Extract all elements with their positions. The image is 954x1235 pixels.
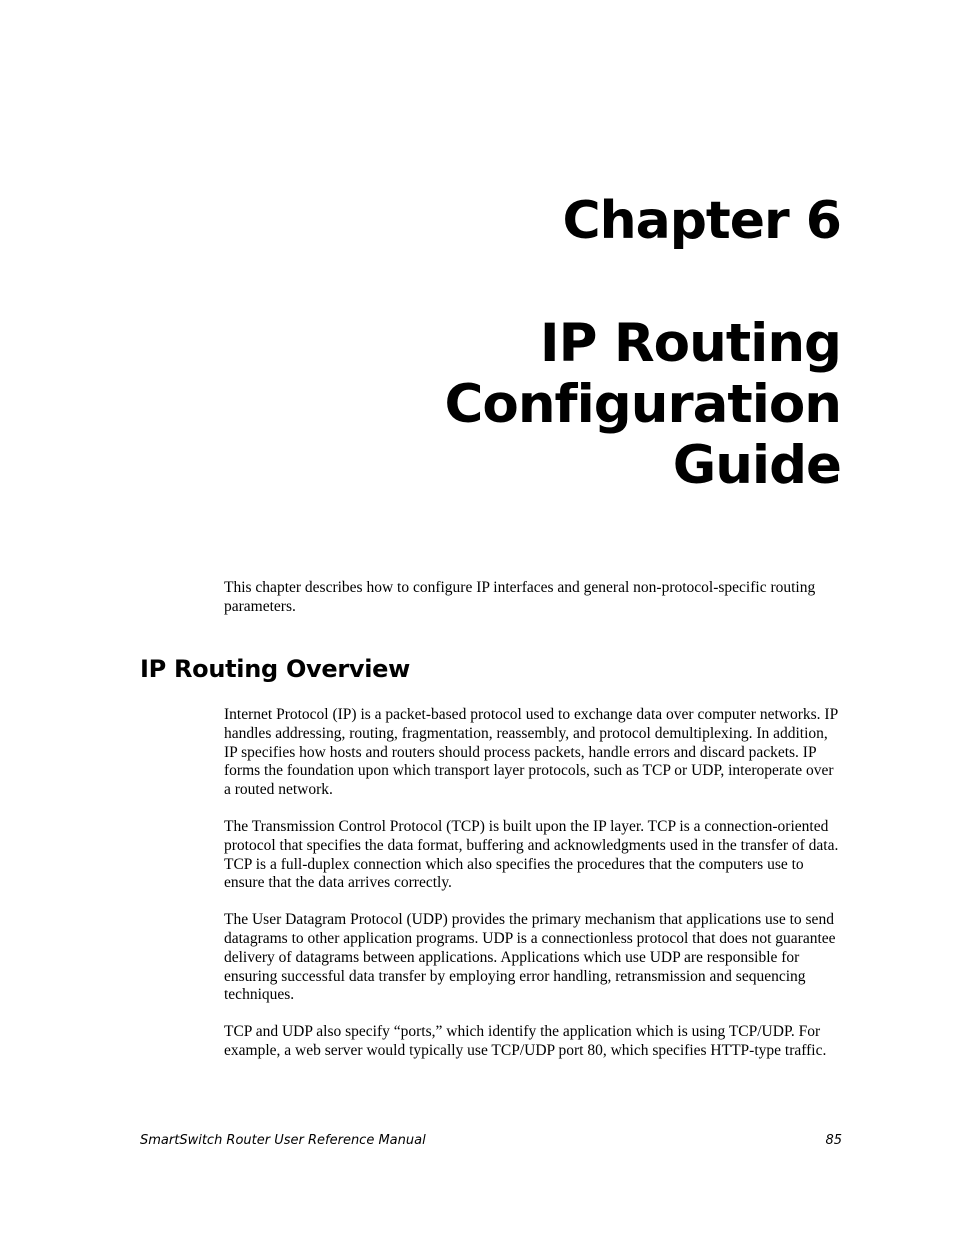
body-paragraph: The User Datagram Protocol (UDP) provides the primary mechanism that applications use to send datagrams to other application programs. UDP is a connectionless protocol that does not guarantee delivery of datagrams between applications. Applications which use UDP are responsible for ensuring successful data transfer by employing error handling, retransmission and sequencing techniques.	[224, 911, 836, 1004]
footer-manual-title: SmartSwitch Router User Reference Manual	[140, 1133, 426, 1148]
body-paragraph: Internet Protocol (IP) is a packet-based protocol used to exchange data over computer networks. IP handles addressing, routing, fragmentation, reassembly, and protocol demultiplexing. In addition, IP specifies how hosts and routers should process packets, handle errors and discard packets. IP forms the foundation upon which transport layer protocols, such as TCP or UDP, interoperate over a routed network.	[224, 706, 838, 799]
chapter-intro-paragraph: This chapter describes how to configure IP interfaces and general non-protocol-specific routing parameters.	[224, 579, 816, 615]
footer-page-number: 85	[825, 1133, 842, 1148]
chapter-title-line: Guide	[672, 435, 841, 496]
chapter-title	[445, 313, 841, 496]
section-heading: IP Routing Overview	[140, 655, 411, 683]
section-body	[224, 706, 839, 1079]
body-paragraph: The Transmission Control Protocol (TCP) is built upon the IP layer. TCP is a connection-oriented protocol that specifies the data format, buffering and acknowledgments used in the transfer of data. TCP is a full-duplex connection which also specifies the procedures that the computers use to ensure that the data arrives correctly.	[224, 817, 839, 892]
chapter-title-line: Configuration	[444, 374, 841, 435]
chapter-title-line: IP Routing	[539, 313, 841, 374]
body-paragraph: TCP and UDP also specify “ports,” which identify the application which is using TCP/UDP. For example, a web server would typically use TCP/UDP port 80, which specifies HTTP-type traffic.	[224, 1023, 827, 1059]
chapter-number: Chapter 6	[562, 191, 841, 251]
